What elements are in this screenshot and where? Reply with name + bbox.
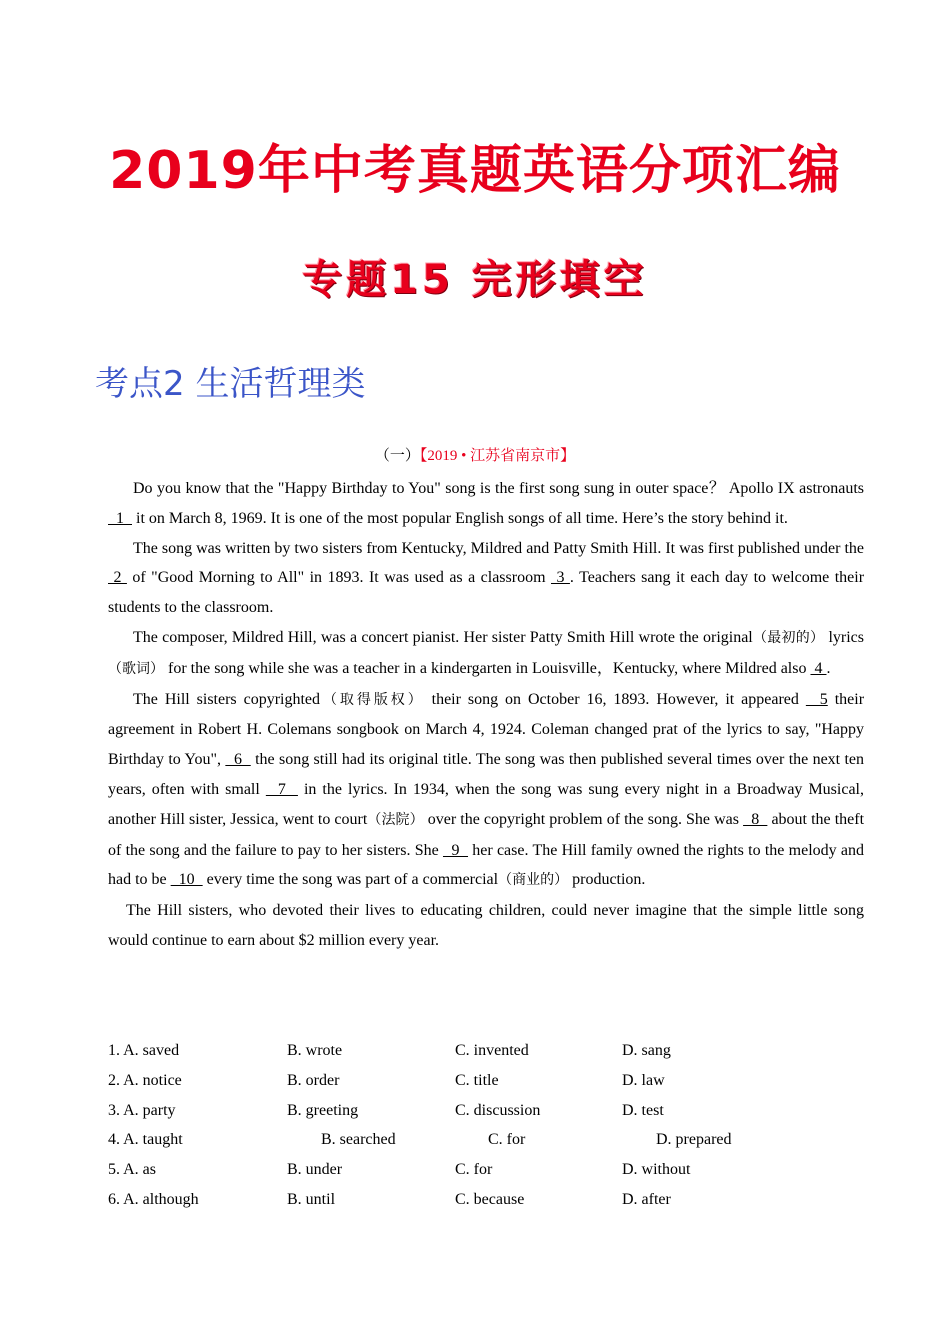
option-a: 2. A. notice	[108, 1071, 182, 1089]
text: lyrics	[824, 628, 864, 646]
gloss: （法院）	[367, 811, 424, 828]
blank-4: 4	[810, 659, 827, 677]
gloss: （歌词）	[108, 660, 164, 677]
section-heading: 考点2 生活哲理类	[95, 364, 366, 404]
option-row-4	[108, 1125, 864, 1155]
option-a: 5. A. as	[108, 1161, 156, 1179]
option-d: D. after	[622, 1190, 671, 1208]
option-a: 1. A. saved	[108, 1042, 180, 1059]
text: of "Good Morning to All" in 1893. It was used as a classroom	[126, 569, 551, 587]
option-c: C. for	[488, 1131, 526, 1149]
text: The composer, Mildred Hill, was a concert pianist. Her sister Patty Smith Hill wrote the original	[133, 628, 753, 646]
passage-source	[0, 444, 950, 465]
paragraph-2	[108, 534, 864, 623]
text: about the theft of the song and the failure to pay to her sisters. She	[108, 810, 865, 859]
text: every time the song was part of a commercial	[202, 871, 499, 889]
passage-index: （一）	[374, 448, 420, 464]
blank-10: 10	[170, 871, 203, 889]
paragraph-5	[108, 896, 864, 956]
text: The Hill sisters copyrighted	[133, 690, 321, 708]
option-d: D. test	[622, 1101, 664, 1119]
text: it on March 8, 1969. It is one of the most popular English songs of all time. Here’s the story behind it.	[132, 509, 788, 527]
option-row-5	[108, 1155, 864, 1185]
text: Do you know that the "Happy Birthday to You" song is the first song sung in outer space？ Apollo IX astronauts	[133, 480, 864, 497]
option-a: 6. A. although	[108, 1190, 199, 1208]
option-row-1	[108, 1036, 864, 1066]
option-b: B. until	[287, 1190, 336, 1208]
option-c: C. discussion	[455, 1101, 541, 1119]
blank-6: 6	[225, 751, 251, 769]
gloss: （最初的）	[752, 629, 825, 646]
option-row-6	[108, 1185, 864, 1215]
option-c: C. title	[455, 1071, 499, 1089]
text: in the lyrics. In 1934, when the song was sung every night in a Broadway Musical, another Hill sister, Jessica, went to court	[108, 780, 864, 828]
paragraph-4	[108, 685, 864, 897]
option-b: B. order	[287, 1071, 340, 1089]
option-row-2	[108, 1066, 864, 1096]
option-c: C. invented	[455, 1042, 529, 1059]
blank-3: 3	[551, 569, 570, 587]
option-c: C. because	[455, 1190, 525, 1208]
blank-9: 9	[442, 841, 469, 859]
text: . Teachers sang it each day to welcome their students to the classroom.	[108, 569, 865, 617]
text: their agreement in Robert H. Colemans songbook on March 4, 1924. Coleman changed prat of the lyrics to say, "Happy Birthday to You",	[108, 690, 865, 769]
text: their song on October 16, 1893. However, it appeared	[424, 690, 806, 708]
sub-title: 专题15 完形填空	[302, 257, 648, 303]
blank-1: 1	[108, 509, 132, 527]
text: The song was written by two sisters from Kentucky, Mildred and Patty Smith Hill. It was first published under the	[133, 539, 864, 557]
option-a: 4. A. taught	[108, 1131, 183, 1149]
text: over the copyright problem of the song. She was	[423, 810, 744, 828]
option-b: B. under	[287, 1161, 343, 1179]
passage	[108, 474, 864, 956]
text: The Hill sisters, who devoted their lives to educating children, could never imagine that the simple little song would continue to earn about $2 million every year.	[108, 902, 864, 949]
option-d: D. sang	[622, 1042, 671, 1059]
option-b: B. greeting	[287, 1101, 359, 1119]
option-c: C. for	[455, 1161, 493, 1179]
blank-5: 5	[805, 690, 828, 708]
text: her case. The Hill family owned the rights to the melody and had to be	[108, 841, 865, 889]
gloss: （商业的）	[498, 872, 569, 889]
gloss: （取得版权）	[320, 691, 425, 708]
text: production.	[568, 871, 646, 889]
text: .	[826, 659, 831, 677]
option-a: 3. A. party	[108, 1101, 176, 1119]
option-d: D. law	[622, 1071, 665, 1089]
text: for the song while she was a teacher in a kindergarten in Louisville，Kentucky, where Mildred also	[164, 659, 811, 677]
option-d: D. prepared	[656, 1131, 732, 1149]
option-b: B. searched	[321, 1131, 396, 1149]
blank-8: 8	[743, 810, 768, 828]
blank-2: 2	[108, 569, 127, 587]
paragraph-3	[108, 623, 864, 685]
options-list	[108, 1036, 864, 1215]
blank-7: 7	[265, 780, 298, 798]
option-d: D. without	[622, 1161, 691, 1179]
option-b: B. wrote	[287, 1042, 343, 1059]
paragraph-1	[108, 474, 864, 534]
text: the song still had its original title. The song was then published several times over the next ten years, often with small	[108, 751, 865, 798]
passage-source-label: 【2019 • 江苏省南京市】	[419, 448, 576, 464]
option-row-3	[108, 1096, 864, 1126]
main-title: 2019年中考真题英语分项汇编	[109, 141, 841, 201]
